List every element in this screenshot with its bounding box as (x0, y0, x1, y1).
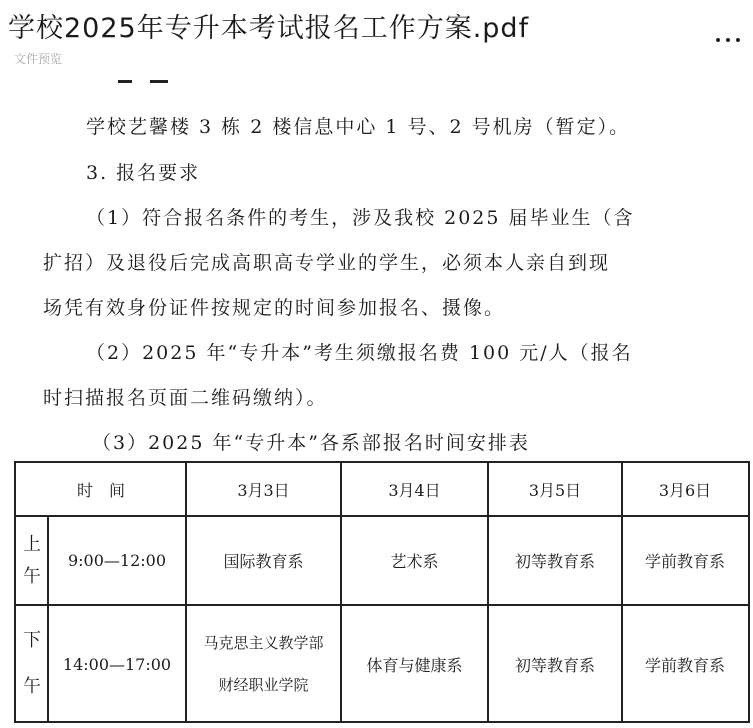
text-line: 学校艺馨楼 3 栋 2 楼信息中心 1 号、2 号机房（暂定）。 (86, 116, 631, 138)
text-line: 场凭有效身份证件按规定的时间参加报名、摄像。 (43, 297, 506, 319)
table-cell: 初等教育系 (514, 552, 595, 571)
table-header-date: 3月3日 (237, 481, 290, 500)
table-caption: （3）2025 年“专升本”各系部报名时间安排表 (92, 432, 530, 454)
text-line: （2）2025 年“专升本”考生须缴报名费 100 元/人（报名 (86, 342, 633, 364)
period-afternoon-label: 下 午 (23, 630, 41, 697)
table-cell: 体育与健康系 (366, 655, 463, 675)
table-cell: 学前教育系 (644, 552, 725, 571)
table-cell: 学前教育系 (644, 655, 725, 675)
clipped-text-line (0, 80, 753, 90)
preview-subtitle: 文件预览 (14, 52, 63, 66)
text-line: 扩招）及退役后完成高职高专学业的学生，必须本人亲自到现 (43, 252, 611, 274)
text-line: （1）符合报名条件的考生，涉及我校 2025 届毕业生（含 (86, 207, 635, 229)
table-cell: 艺术系 (390, 552, 439, 571)
section-heading: 3. 报名要求 (86, 162, 201, 184)
text-line: 时扫描报名页面二维码缴纳）。 (43, 387, 328, 409)
table-header-time: 时 间 (76, 481, 125, 500)
more-options-icon[interactable] (716, 24, 750, 48)
table-cell: 初等教育系 (514, 655, 595, 675)
document-title: 学校2025年专升本考试报名工作方案.pdf (8, 13, 530, 44)
time-slot-morning: 9:00—12:00 (67, 551, 167, 570)
schedule-table (14, 461, 750, 723)
table-header-date: 3月5日 (528, 481, 582, 500)
period-morning-label: 上 午 (23, 533, 41, 587)
preview-header (0, 0, 753, 80)
table-cell: 国际教育系 (223, 552, 304, 571)
table-header-date: 3月6日 (658, 481, 712, 500)
time-slot-afternoon: 14:00—17:00 (62, 654, 172, 674)
table-cell: 马克思主义教学部 财经职业学院 (203, 634, 324, 694)
table-header-date: 3月4日 (388, 481, 441, 500)
